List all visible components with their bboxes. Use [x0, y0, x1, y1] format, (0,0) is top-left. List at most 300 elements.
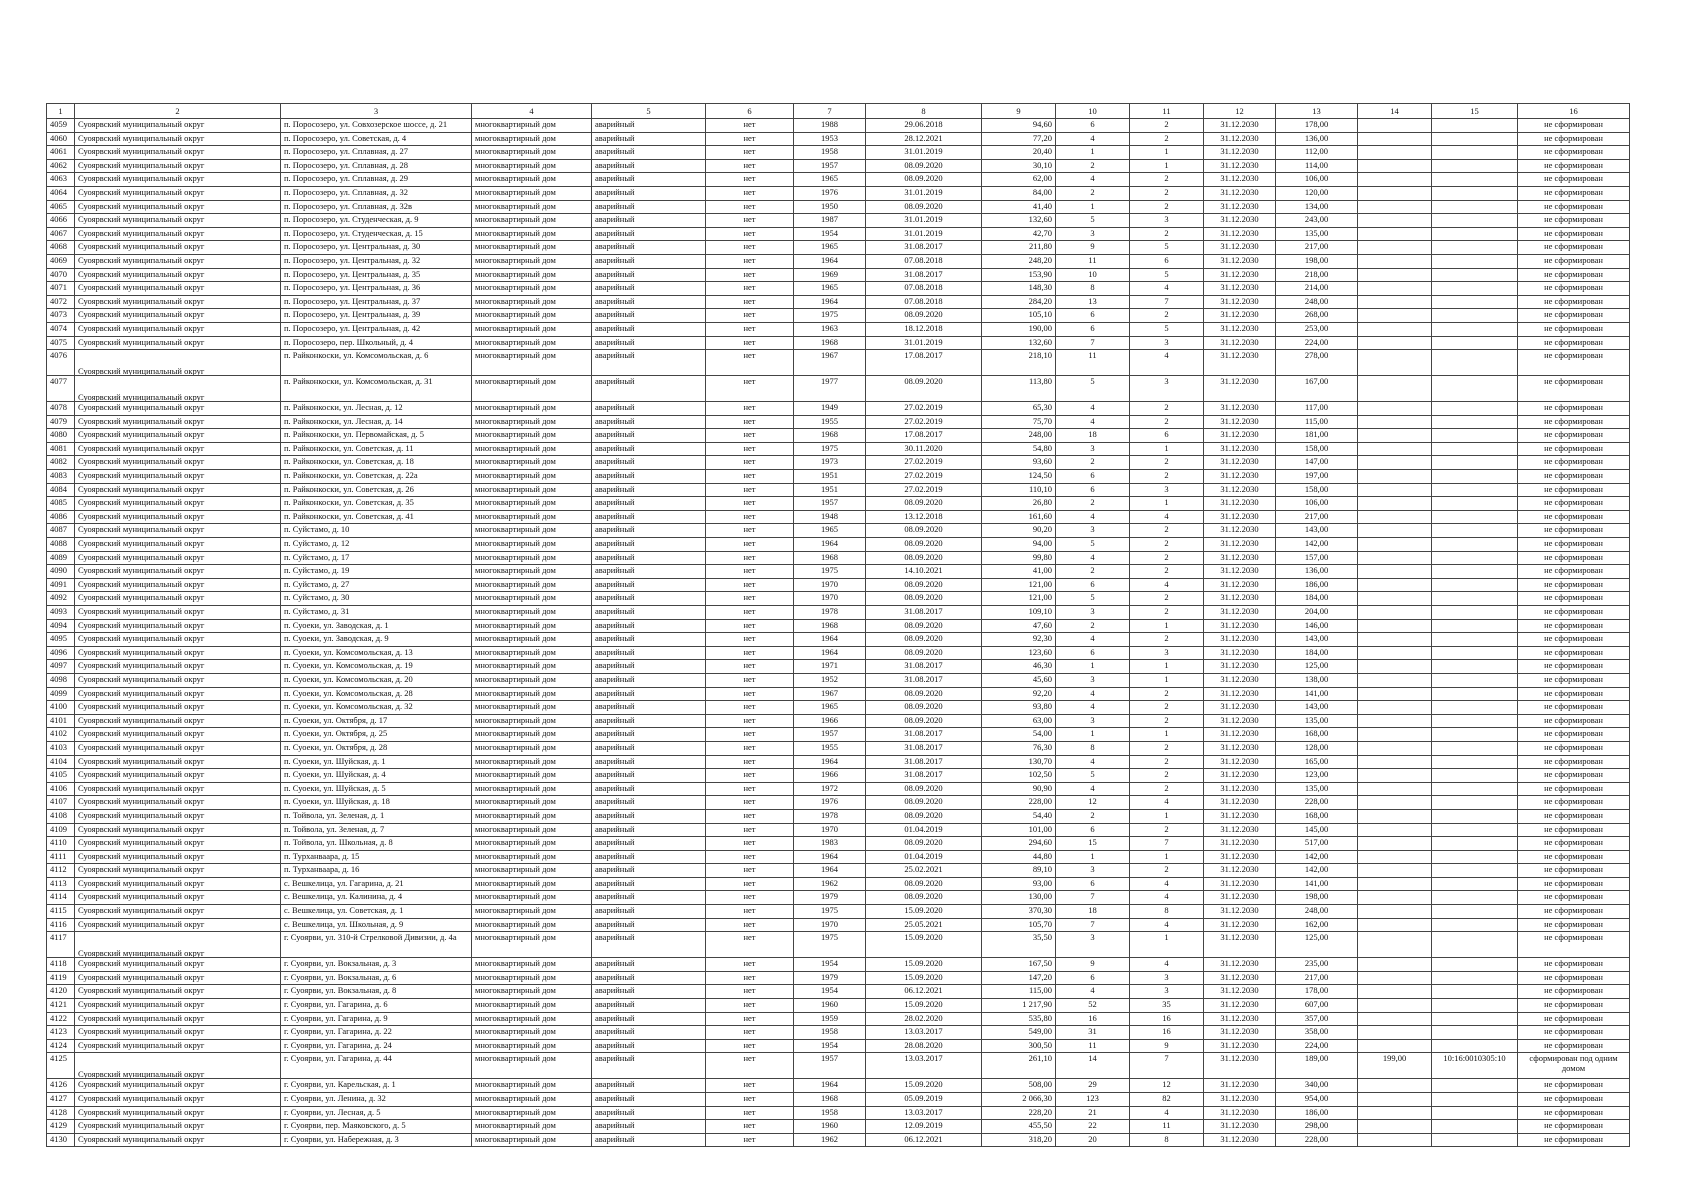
- cell-building-type: многоквартирный дом: [472, 200, 592, 214]
- table-row: [47, 309, 1630, 323]
- cell-deadline: 31.12.2030: [1204, 200, 1276, 214]
- cell-address: п. Поросозеро, ул. Сплавная, д. 32в: [281, 200, 472, 214]
- cell-municipality: Суоярвский муниципальный округ: [75, 796, 281, 810]
- cell-condition: аварийный: [592, 376, 706, 402]
- cell-date: 17.08.2017: [866, 429, 982, 443]
- table-row: [47, 429, 1630, 443]
- cell-value: 158,00: [1276, 483, 1358, 497]
- cell-residents: 3: [1056, 227, 1130, 241]
- cell-record-number: 4091: [47, 578, 75, 592]
- cell-date: 12.09.2019: [866, 1120, 982, 1134]
- cell-cadastral-number: [1432, 456, 1518, 470]
- cell-apartments: 6: [1130, 429, 1204, 443]
- cell-flag: нет: [706, 999, 794, 1013]
- header-cell: 13: [1276, 104, 1358, 119]
- cell-address: п. Суоеки, ул. Шуйская, д. 5: [281, 782, 472, 796]
- cell-land-status: не сформирован: [1518, 551, 1630, 565]
- cell-municipality: Суоярвский муниципальный округ: [75, 1039, 281, 1053]
- cell-apartments: 5: [1130, 322, 1204, 336]
- cell-deadline: 31.12.2030: [1204, 119, 1276, 133]
- cell-date: 08.09.2020: [866, 796, 982, 810]
- cell-record-number: 4098: [47, 673, 75, 687]
- cell-date: 13.12.2018: [866, 510, 982, 524]
- cell-condition: аварийный: [592, 633, 706, 647]
- cell-land-area: [1358, 660, 1432, 674]
- cell-record-number: 4075: [47, 336, 75, 350]
- cell-cadastral-number: [1432, 497, 1518, 511]
- cell-record-number: 4097: [47, 660, 75, 674]
- cell-land-status: не сформирован: [1518, 350, 1630, 376]
- cell-condition: аварийный: [592, 565, 706, 579]
- cell-apartments: 3: [1130, 646, 1204, 660]
- cell-address: п. Тойвола, ул. Зеленая, д. 7: [281, 823, 472, 837]
- cell-record-number: 4090: [47, 565, 75, 579]
- cell-flag: нет: [706, 429, 794, 443]
- cell-address: п. Поросозеро, ул. Сплавная, д. 29: [281, 173, 472, 187]
- cell-land-status: не сформирован: [1518, 1120, 1630, 1134]
- cell-date: 08.09.2020: [866, 714, 982, 728]
- header-cell: 4: [472, 104, 592, 119]
- cell-deadline: 31.12.2030: [1204, 173, 1276, 187]
- cell-area: 54,40: [982, 809, 1056, 823]
- cell-value: 178,00: [1276, 985, 1358, 999]
- cell-land-area: [1358, 146, 1432, 160]
- cell-building-type: многоквартирный дом: [472, 146, 592, 160]
- cell-condition: аварийный: [592, 837, 706, 851]
- cell-municipality: Суоярвский муниципальный округ: [75, 524, 281, 538]
- cell-cadastral-number: [1432, 782, 1518, 796]
- table-row: [47, 1053, 1630, 1079]
- cell-year-built: 1964: [794, 254, 866, 268]
- table-row: [47, 606, 1630, 620]
- cell-residents: 7: [1056, 918, 1130, 932]
- cell-residents: 18: [1056, 905, 1130, 919]
- cell-value: 340,00: [1276, 1079, 1358, 1093]
- cell-land-status: не сформирован: [1518, 673, 1630, 687]
- cell-year-built: 1978: [794, 809, 866, 823]
- cell-date: 31.08.2017: [866, 741, 982, 755]
- cell-deadline: 31.12.2030: [1204, 673, 1276, 687]
- cell-year-built: 1964: [794, 295, 866, 309]
- cell-deadline: 31.12.2030: [1204, 905, 1276, 919]
- cell-flag: нет: [706, 186, 794, 200]
- table-row: [47, 687, 1630, 701]
- cell-flag: нет: [706, 173, 794, 187]
- cell-condition: аварийный: [592, 538, 706, 552]
- cell-building-type: многоквартирный дом: [472, 891, 592, 905]
- cell-cadastral-number: [1432, 254, 1518, 268]
- cell-cadastral-number: [1432, 132, 1518, 146]
- cell-cadastral-number: [1432, 173, 1518, 187]
- table-row: [47, 376, 1630, 402]
- cell-address: п. Райконкоски, ул. Советская, д. 18: [281, 456, 472, 470]
- cell-building-type: многоквартирный дом: [472, 633, 592, 647]
- cell-condition: аварийный: [592, 159, 706, 173]
- cell-deadline: 31.12.2030: [1204, 241, 1276, 255]
- cell-building-type: многоквартирный дом: [472, 456, 592, 470]
- cell-land-status: не сформирован: [1518, 728, 1630, 742]
- table-row: [47, 850, 1630, 864]
- cell-deadline: 31.12.2030: [1204, 282, 1276, 296]
- cell-cadastral-number: [1432, 701, 1518, 715]
- cell-municipality: Суоярвский муниципальный округ: [75, 958, 281, 972]
- cell-land-status: не сформирован: [1518, 891, 1630, 905]
- cell-area: 89,10: [982, 864, 1056, 878]
- cell-land-status: не сформирован: [1518, 619, 1630, 633]
- cell-date: 27.02.2019: [866, 470, 982, 484]
- cell-residents: 4: [1056, 755, 1130, 769]
- cell-municipality: Суоярвский муниципальный округ: [75, 322, 281, 336]
- cell-address: п. Поросозеро, ул. Центральная, д. 39: [281, 309, 472, 323]
- cell-year-built: 1965: [794, 701, 866, 715]
- cell-value: 157,00: [1276, 551, 1358, 565]
- cell-land-area: [1358, 877, 1432, 891]
- cell-building-type: многоквартирный дом: [472, 1079, 592, 1093]
- cell-year-built: 1965: [794, 282, 866, 296]
- cell-value: 186,00: [1276, 578, 1358, 592]
- cell-municipality: Суоярвский муниципальный округ: [75, 119, 281, 133]
- cell-value: 115,00: [1276, 415, 1358, 429]
- cell-cadastral-number: [1432, 376, 1518, 402]
- cell-date: 08.09.2020: [866, 173, 982, 187]
- cell-flag: нет: [706, 1093, 794, 1107]
- cell-record-number: 4106: [47, 782, 75, 796]
- cell-apartments: 35: [1130, 999, 1204, 1013]
- cell-record-number: 4114: [47, 891, 75, 905]
- cell-land-area: [1358, 905, 1432, 919]
- cell-building-type: многоквартирный дом: [472, 254, 592, 268]
- cell-apartments: 2: [1130, 524, 1204, 538]
- table-row: [47, 132, 1630, 146]
- cell-building-type: многоквартирный дом: [472, 999, 592, 1013]
- cell-apartments: 2: [1130, 551, 1204, 565]
- cell-residents: 6: [1056, 483, 1130, 497]
- cell-cadastral-number: [1432, 837, 1518, 851]
- cell-residents: 4: [1056, 510, 1130, 524]
- cell-area: 35,50: [982, 932, 1056, 958]
- cell-address: п. Суйстамо, д. 10: [281, 524, 472, 538]
- table-row: [47, 470, 1630, 484]
- cell-land-status: не сформирован: [1518, 282, 1630, 296]
- cell-address: п. Поросозеро, ул. Центральная, д. 30: [281, 241, 472, 255]
- cell-municipality: Суоярвский муниципальный округ: [75, 200, 281, 214]
- cell-deadline: 31.12.2030: [1204, 958, 1276, 972]
- cell-flag: нет: [706, 376, 794, 402]
- cell-cadastral-number: [1432, 524, 1518, 538]
- cell-record-number: 4101: [47, 714, 75, 728]
- cell-deadline: 31.12.2030: [1204, 565, 1276, 579]
- cell-area: 123,60: [982, 646, 1056, 660]
- cell-value: 954,00: [1276, 1093, 1358, 1107]
- cell-record-number: 4121: [47, 999, 75, 1013]
- cell-area: 124,50: [982, 470, 1056, 484]
- cell-land-status: не сформирован: [1518, 687, 1630, 701]
- cell-flag: нет: [706, 1026, 794, 1040]
- cell-year-built: 1951: [794, 483, 866, 497]
- cell-municipality: Суоярвский муниципальный округ: [75, 1093, 281, 1107]
- cell-cadastral-number: [1432, 483, 1518, 497]
- cell-municipality: Суоярвский муниципальный округ: [75, 402, 281, 416]
- table-row: [47, 1039, 1630, 1053]
- cell-deadline: 31.12.2030: [1204, 497, 1276, 511]
- cell-date: 15.09.2020: [866, 905, 982, 919]
- cell-area: 42,70: [982, 227, 1056, 241]
- cell-residents: 5: [1056, 376, 1130, 402]
- cell-land-area: [1358, 850, 1432, 864]
- cell-year-built: 1987: [794, 214, 866, 228]
- cell-address: г. Суоярви, пер. Маяковского, д. 5: [281, 1120, 472, 1134]
- cell-municipality: Суоярвский муниципальный округ: [75, 497, 281, 511]
- cell-record-number: 4063: [47, 173, 75, 187]
- cell-area: 218,10: [982, 350, 1056, 376]
- cell-land-area: [1358, 336, 1432, 350]
- table-row: [47, 483, 1630, 497]
- cell-flag: нет: [706, 592, 794, 606]
- table-row: [47, 741, 1630, 755]
- cell-date: 29.06.2018: [866, 119, 982, 133]
- cell-date: 08.09.2020: [866, 891, 982, 905]
- cell-building-type: многоквартирный дом: [472, 958, 592, 972]
- cell-building-type: многоквартирный дом: [472, 282, 592, 296]
- cell-value: 112,00: [1276, 146, 1358, 160]
- cell-municipality: Суоярвский муниципальный округ: [75, 309, 281, 323]
- cell-year-built: 1957: [794, 159, 866, 173]
- cell-address: п. Поросозеро, ул. Центральная, д. 32: [281, 254, 472, 268]
- cell-date: 08.09.2020: [866, 200, 982, 214]
- cell-flag: нет: [706, 578, 794, 592]
- cell-year-built: 1970: [794, 918, 866, 932]
- cell-deadline: 31.12.2030: [1204, 1120, 1276, 1134]
- cell-area: 300,50: [982, 1039, 1056, 1053]
- cell-address: п. Суоеки, ул. Октября, д. 17: [281, 714, 472, 728]
- cell-residents: 9: [1056, 958, 1130, 972]
- cell-date: 06.12.2021: [866, 985, 982, 999]
- cell-apartments: 1: [1130, 146, 1204, 160]
- cell-condition: аварийный: [592, 1106, 706, 1120]
- cell-condition: аварийный: [592, 714, 706, 728]
- cell-record-number: 4128: [47, 1106, 75, 1120]
- cell-deadline: 31.12.2030: [1204, 309, 1276, 323]
- cell-apartments: 2: [1130, 755, 1204, 769]
- cell-address: п. Поросозеро, ул. Центральная, д. 37: [281, 295, 472, 309]
- cell-flag: нет: [706, 606, 794, 620]
- cell-land-status: не сформирован: [1518, 958, 1630, 972]
- cell-land-status: не сформирован: [1518, 241, 1630, 255]
- cell-record-number: 4064: [47, 186, 75, 200]
- cell-year-built: 1975: [794, 442, 866, 456]
- cell-deadline: 31.12.2030: [1204, 633, 1276, 647]
- cell-condition: аварийный: [592, 470, 706, 484]
- cell-area: 211,80: [982, 241, 1056, 255]
- cell-address: п. Поросозеро, ул. Студенческая, д. 9: [281, 214, 472, 228]
- cell-value: 278,00: [1276, 350, 1358, 376]
- cell-area: 113,80: [982, 376, 1056, 402]
- table-row: [47, 769, 1630, 783]
- cell-record-number: 4119: [47, 971, 75, 985]
- cell-value: 123,00: [1276, 769, 1358, 783]
- cell-value: 189,00: [1276, 1053, 1358, 1079]
- cell-flag: нет: [706, 714, 794, 728]
- cell-building-type: многоквартирный дом: [472, 415, 592, 429]
- cell-building-type: многоквартирный дом: [472, 350, 592, 376]
- cell-flag: нет: [706, 295, 794, 309]
- cell-area: 84,00: [982, 186, 1056, 200]
- cell-date: 08.09.2020: [866, 578, 982, 592]
- table-row: [47, 254, 1630, 268]
- cell-residents: 1: [1056, 728, 1130, 742]
- cell-deadline: 31.12.2030: [1204, 538, 1276, 552]
- cell-apartments: 4: [1130, 350, 1204, 376]
- cell-record-number: 4088: [47, 538, 75, 552]
- cell-address: г. Суоярви, ул. Вокзальная, д. 8: [281, 985, 472, 999]
- cell-flag: нет: [706, 918, 794, 932]
- cell-value: 217,00: [1276, 510, 1358, 524]
- cell-area: 1 217,90: [982, 999, 1056, 1013]
- cell-building-type: многоквартирный дом: [472, 905, 592, 919]
- cell-year-built: 1964: [794, 864, 866, 878]
- cell-residents: 1: [1056, 850, 1130, 864]
- cell-municipality: Суоярвский муниципальный округ: [75, 578, 281, 592]
- table-row: [47, 538, 1630, 552]
- cell-municipality: Суоярвский муниципальный округ: [75, 429, 281, 443]
- cell-apartments: 5: [1130, 241, 1204, 255]
- cell-condition: аварийный: [592, 578, 706, 592]
- cell-year-built: 1977: [794, 376, 866, 402]
- cell-land-status: не сформирован: [1518, 782, 1630, 796]
- cell-area: 109,10: [982, 606, 1056, 620]
- cell-date: 31.08.2017: [866, 241, 982, 255]
- header-cell: 6: [706, 104, 794, 119]
- cell-land-area: [1358, 322, 1432, 336]
- cell-year-built: 1976: [794, 186, 866, 200]
- cell-land-status: не сформирован: [1518, 146, 1630, 160]
- table-row: [47, 214, 1630, 228]
- cell-year-built: 1969: [794, 268, 866, 282]
- cell-building-type: многоквартирный дом: [472, 1039, 592, 1053]
- header-row: [47, 104, 1630, 119]
- table-row: [47, 200, 1630, 214]
- cell-year-built: 1958: [794, 146, 866, 160]
- cell-record-number: 4069: [47, 254, 75, 268]
- cell-year-built: 1957: [794, 1053, 866, 1079]
- cell-apartments: 16: [1130, 1026, 1204, 1040]
- cell-record-number: 4084: [47, 483, 75, 497]
- cell-municipality: Суоярвский муниципальный округ: [75, 456, 281, 470]
- cell-deadline: 31.12.2030: [1204, 1053, 1276, 1079]
- cell-condition: аварийный: [592, 456, 706, 470]
- cell-value: 128,00: [1276, 741, 1358, 755]
- cell-address: г. Суоярви, ул. Карельская, д. 1: [281, 1079, 472, 1093]
- cell-area: 76,30: [982, 741, 1056, 755]
- cell-date: 13.03.2017: [866, 1026, 982, 1040]
- cell-value: 228,00: [1276, 1133, 1358, 1147]
- cell-land-area: [1358, 958, 1432, 972]
- cell-value: 184,00: [1276, 592, 1358, 606]
- cell-area: 41,40: [982, 200, 1056, 214]
- cell-apartments: 4: [1130, 918, 1204, 932]
- cell-date: 08.09.2020: [866, 701, 982, 715]
- cell-record-number: 4079: [47, 415, 75, 429]
- cell-area: 261,10: [982, 1053, 1056, 1079]
- cell-record-number: 4125: [47, 1053, 75, 1079]
- cell-address: п. Суоеки, ул. Октября, д. 28: [281, 741, 472, 755]
- cell-year-built: 1975: [794, 565, 866, 579]
- cell-building-type: многоквартирный дом: [472, 402, 592, 416]
- cell-area: 90,90: [982, 782, 1056, 796]
- cell-building-type: многоквартирный дом: [472, 336, 592, 350]
- cell-municipality: Суоярвский муниципальный округ: [75, 850, 281, 864]
- cell-residents: 4: [1056, 173, 1130, 187]
- cell-date: 31.01.2019: [866, 227, 982, 241]
- cell-year-built: 1988: [794, 119, 866, 133]
- table-row: [47, 809, 1630, 823]
- cell-cadastral-number: [1432, 200, 1518, 214]
- cell-value: 358,00: [1276, 1026, 1358, 1040]
- cell-value: 517,00: [1276, 837, 1358, 851]
- cell-area: 370,30: [982, 905, 1056, 919]
- cell-area: 45,60: [982, 673, 1056, 687]
- cell-condition: аварийный: [592, 958, 706, 972]
- header-cell: 14: [1358, 104, 1432, 119]
- cell-deadline: 31.12.2030: [1204, 159, 1276, 173]
- cell-condition: аварийный: [592, 295, 706, 309]
- cell-deadline: 31.12.2030: [1204, 971, 1276, 985]
- cell-year-built: 1972: [794, 782, 866, 796]
- cell-deadline: 31.12.2030: [1204, 606, 1276, 620]
- cell-condition: аварийный: [592, 146, 706, 160]
- cell-municipality: Суоярвский муниципальный округ: [75, 442, 281, 456]
- cell-land-area: [1358, 578, 1432, 592]
- cell-date: 13.03.2017: [866, 1053, 982, 1079]
- cell-deadline: 31.12.2030: [1204, 823, 1276, 837]
- cell-land-status: не сформирован: [1518, 971, 1630, 985]
- table-row: [47, 442, 1630, 456]
- cell-area: 228,00: [982, 796, 1056, 810]
- cell-building-type: многоквартирный дом: [472, 660, 592, 674]
- cell-land-area: [1358, 186, 1432, 200]
- cell-area: 54,80: [982, 442, 1056, 456]
- cell-flag: нет: [706, 146, 794, 160]
- table-row: [47, 646, 1630, 660]
- table-row: [47, 877, 1630, 891]
- cell-land-status: не сформирован: [1518, 510, 1630, 524]
- cell-building-type: многоквартирный дом: [472, 755, 592, 769]
- cell-date: 15.09.2020: [866, 932, 982, 958]
- cell-record-number: 4083: [47, 470, 75, 484]
- cell-condition: аварийный: [592, 918, 706, 932]
- cell-flag: нет: [706, 1079, 794, 1093]
- cell-value: 162,00: [1276, 918, 1358, 932]
- table-row: [47, 592, 1630, 606]
- cell-address: п. Суоеки, ул. Заводская, д. 9: [281, 633, 472, 647]
- cell-year-built: 1952: [794, 673, 866, 687]
- cell-condition: аварийный: [592, 769, 706, 783]
- cell-cadastral-number: [1432, 823, 1518, 837]
- cell-land-status: не сформирован: [1518, 402, 1630, 416]
- cell-deadline: 31.12.2030: [1204, 132, 1276, 146]
- cell-value: 117,00: [1276, 402, 1358, 416]
- cell-flag: нет: [706, 1012, 794, 1026]
- cell-land-status: не сформирован: [1518, 119, 1630, 133]
- table-row: [47, 864, 1630, 878]
- cell-flag: нет: [706, 442, 794, 456]
- cell-municipality: Суоярвский муниципальный округ: [75, 918, 281, 932]
- cell-address: п. Райконкоски, ул. Советская, д. 41: [281, 510, 472, 524]
- cell-building-type: многоквартирный дом: [472, 524, 592, 538]
- cell-building-type: многоквартирный дом: [472, 309, 592, 323]
- cell-land-status: не сформирован: [1518, 850, 1630, 864]
- cell-residents: 6: [1056, 470, 1130, 484]
